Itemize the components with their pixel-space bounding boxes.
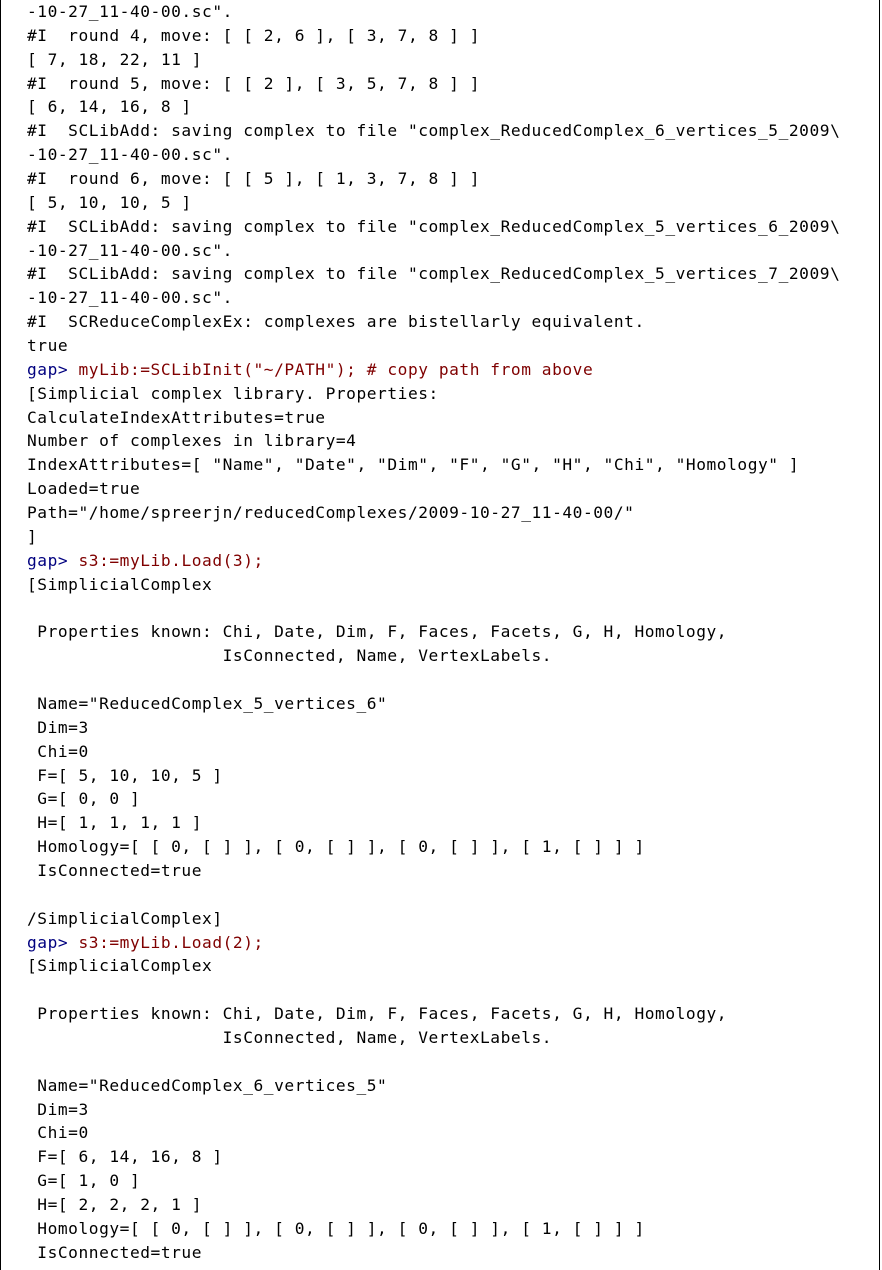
output-line: -10-27_11-40-00.sc". (27, 2, 233, 21)
output-line: IsConnected, Name, VertexLabels. (27, 1027, 553, 1047)
output-line: Number of complexes in library=4 (27, 431, 357, 451)
output-line: IndexAttributes=[ "Name", "Date", "Dim", "F", "G", "H", "Chi", "Homology" ] (27, 455, 800, 475)
blank-line (27, 596, 867, 620)
output-line: -10-27_11-40-00.sc". (27, 240, 233, 260)
output-line: Loaded=true (27, 479, 141, 499)
output-line: Chi=0 (27, 1123, 89, 1143)
prompt-line (27, 931, 867, 955)
output-line: G=[ 0, 0 ] (27, 789, 141, 809)
output-line: #I SCLibAdd: saving complex to file "complex_ReducedComplex_5_vertices_7_2009\ (27, 264, 841, 284)
prompt-line (27, 358, 867, 382)
gap-prompt: gap> (27, 932, 69, 952)
output-line: CalculateIndexAttributes=true (27, 407, 326, 427)
output-line: [ 7, 18, 22, 11 ] (27, 49, 203, 69)
gap-session-listing (27, 0, 867, 1265)
command-input: s3:=myLib.Load(2); (68, 932, 264, 952)
blank-line (27, 978, 867, 1002)
output-line: [ 6, 14, 16, 8 ] (27, 97, 192, 117)
output-line: Homology=[ [ 0, [ ] ], [ 0, [ ] ], [ 0, [ ] ], [ 1, [ ] ] ] (27, 837, 645, 857)
output-line: [SimplicialComplex (27, 574, 213, 594)
output-line: H=[ 2, 2, 2, 1 ] (27, 1194, 203, 1214)
output-line: Dim=3 (27, 717, 89, 737)
output-line: Properties known: Chi, Date, Dim, F, Faces, Facets, G, H, Homology, (27, 1004, 728, 1024)
output-line: IsConnected, Name, VertexLabels. (27, 646, 553, 666)
output-line: F=[ 5, 10, 10, 5 ] (27, 765, 223, 785)
output-line: [Simplicial complex library. Properties: (27, 383, 439, 403)
output-line: Properties known: Chi, Date, Dim, F, Faces, Facets, G, H, Homology, (27, 622, 728, 642)
output-line: true (27, 336, 69, 356)
output-line: [SimplicialComplex (27, 956, 213, 976)
output-line: #I round 4, move: [ [ 2, 6 ], [ 3, 7, 8 ] ] (27, 25, 481, 45)
command-input: s3:=myLib.Load(3); (68, 550, 264, 570)
prompt-line (27, 549, 867, 573)
output-line: -10-27_11-40-00.sc". (27, 288, 233, 308)
output-line: [ 5, 10, 10, 5 ] (27, 192, 192, 212)
output-line: /SimplicialComplex] (27, 908, 223, 928)
output-line: #I round 5, move: [ [ 2 ], [ 3, 5, 7, 8 ] ] (27, 73, 481, 93)
output-line: IsConnected=true (27, 1242, 203, 1262)
output-line: F=[ 6, 14, 16, 8 ] (27, 1147, 223, 1167)
command-input: myLib:=SCLibInit("~/PATH"); # copy path from above (68, 359, 594, 379)
blank-line (27, 668, 867, 692)
gap-prompt: gap> (27, 359, 69, 379)
output-line: ] (27, 526, 38, 546)
output-line: #I SCReduceComplexEx: complexes are bistellarly equivalent. (27, 312, 645, 332)
output-line: #I SCLibAdd: saving complex to file "complex_ReducedComplex_5_vertices_6_2009\ (27, 216, 841, 236)
blank-line (27, 1050, 867, 1074)
output-line: H=[ 1, 1, 1, 1 ] (27, 813, 203, 833)
output-line: Name="ReducedComplex_5_vertices_6" (27, 693, 388, 713)
output-line: -10-27_11-40-00.sc". (27, 145, 233, 165)
output-line: Dim=3 (27, 1099, 89, 1119)
output-line: #I SCLibAdd: saving complex to file "complex_ReducedComplex_6_vertices_5_2009\ (27, 121, 841, 141)
output-line: Path="/home/spreerjn/reducedComplexes/2009-10-27_11-40-00/" (27, 503, 635, 523)
output-line: Name="ReducedComplex_6_vertices_5" (27, 1075, 388, 1095)
output-line: Homology=[ [ 0, [ ] ], [ 0, [ ] ], [ 0, [ ] ], [ 1, [ ] ] ] (27, 1218, 645, 1238)
output-line: G=[ 1, 0 ] (27, 1171, 141, 1191)
blank-line (27, 883, 867, 907)
output-line: Chi=0 (27, 741, 89, 761)
gap-prompt: gap> (27, 550, 69, 570)
output-line: #I round 6, move: [ [ 5 ], [ 1, 3, 7, 8 ] ] (27, 169, 481, 189)
output-line: IsConnected=true (27, 860, 203, 880)
